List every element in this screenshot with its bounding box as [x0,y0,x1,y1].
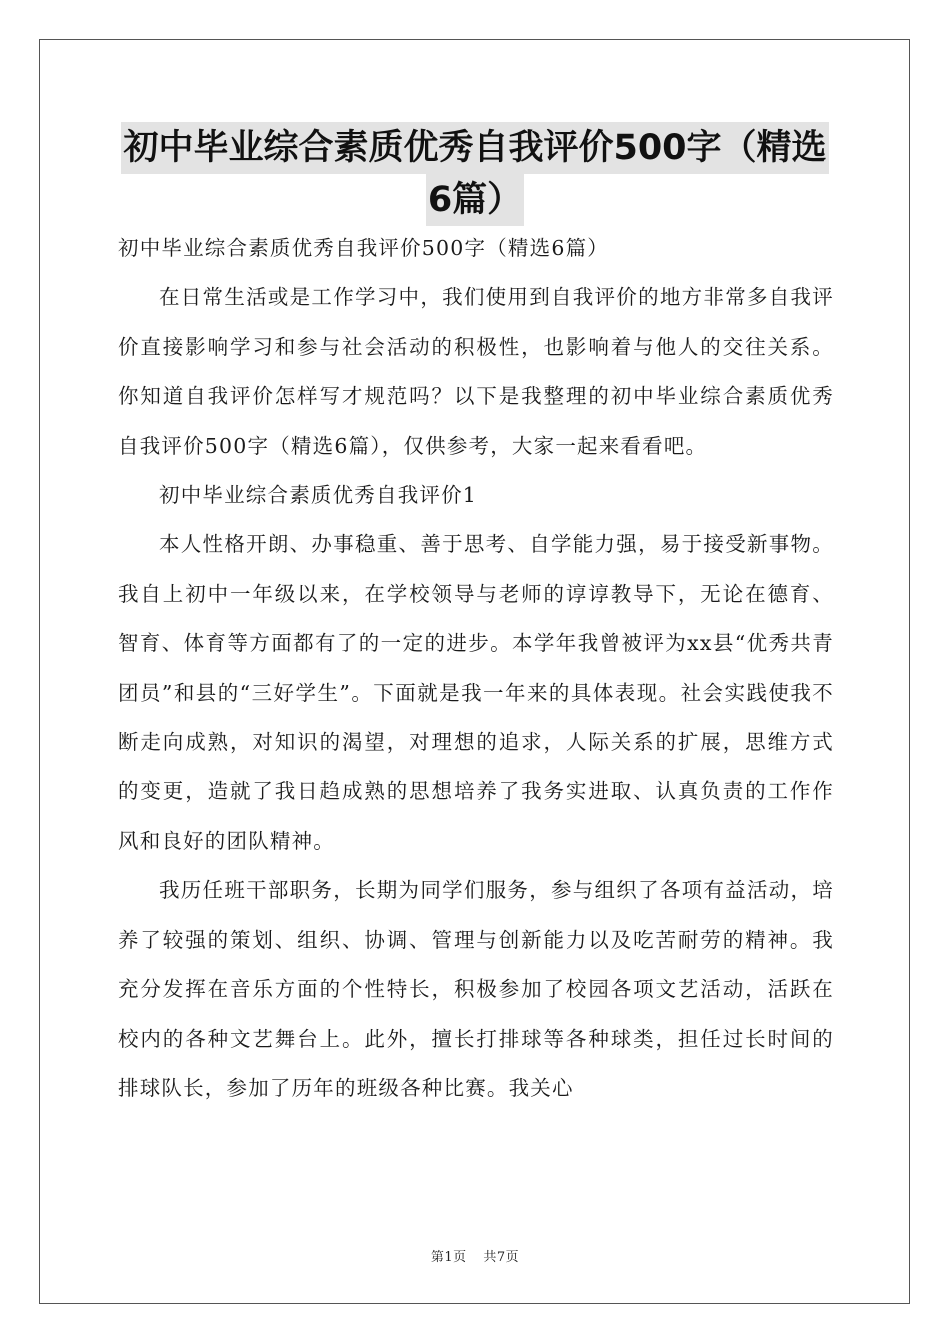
section-heading: 初中毕业综合素质优秀自我评价1 [159,483,478,508]
body-paragraph-2: 我历任班干部职务，长期为同学们服务，参与组织了各项有益活动，培养了较强的策划、组织、协调、管理与创新能力以及吃苦耐劳的精神。我充分发挥在音乐方面的个性特长，积极参加了校园各项文艺活动，活跃在校内的各种文艺舞台上。此外，擅长打排球等各种球类，担任过长时间的排球队长，参加了历年的班级各种比赛。我关心 [118,878,834,1100]
document-title [40,122,910,226]
document-body [118,224,834,1113]
intro-paragraph: 在日常生活或是工作学习中，我们使用到自我评价的地方非常多自我评价直接影响学习和参与社会活动的积极性，也影响着与他人的交往关系。你知道自我评价怎样写才规范吗？以下是我整理的初中毕业综合素质优秀自我评价500字（精选6篇），仅供参考，大家一起来看看吧。 [118,285,834,458]
document-subtitle: 初中毕业综合素质优秀自我评价500字（精选6篇） [118,236,609,260]
page-number-current: 第1页 [430,1250,467,1265]
title-line-1: 初中毕业综合素质优秀自我评价500字（精选 [121,122,828,174]
title-line-2: 6篇） [426,174,524,226]
page-footer [40,1246,910,1265]
page-number-total: 共7页 [483,1250,520,1265]
body-paragraph-1: 本人性格开朗、办事稳重、善于思考、自学能力强，易于接受新事物。我自上初中一年级以来，在学校领导与老师的谆谆教导下，无论在德育、智育、体育等方面都有了的一定的进步。本学年我曾被评为xx县“优秀共青团员”和县的“三好学生”。下面就是我一年来的具体表现。社会实践使我不断走向成熟，对知识的渴望，对理想的追求，人际关系的扩展，思维方式的变更，造就了我日趋成熟的思想培养了我务实进取、认真负责的工作作风和良好的团队精神。 [118,532,834,853]
